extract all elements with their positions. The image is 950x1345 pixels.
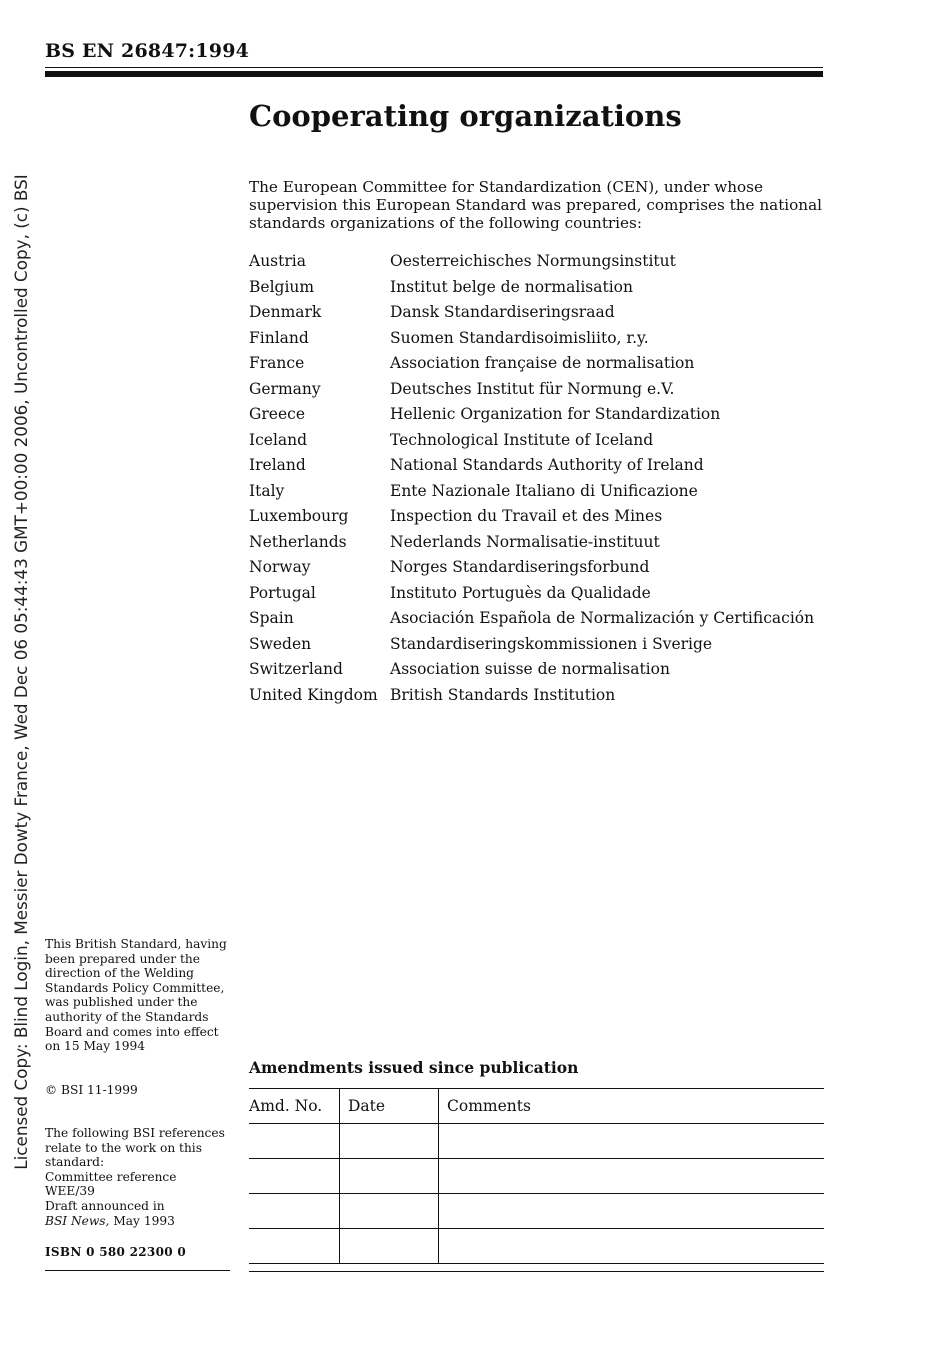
organization-country: Norway xyxy=(249,558,311,576)
committee-reference: Committee reference WEE/39 xyxy=(45,1169,177,1199)
amendment-row xyxy=(249,1194,824,1229)
organization-name: Association française de normalisation xyxy=(390,354,695,372)
organization-country: United Kingdom xyxy=(249,685,378,704)
organization-name: Association suisse de normalisation xyxy=(390,660,670,678)
organization-name: Asociación Española de Normalización y Certificación xyxy=(390,609,815,627)
organization-country: Italy xyxy=(249,481,285,500)
header-rule-thin xyxy=(45,67,823,68)
draft-date: May 1993 xyxy=(113,1213,175,1228)
organization-name: Technological Institute of Iceland xyxy=(390,430,654,449)
organization-row xyxy=(249,584,829,610)
organization-row xyxy=(249,278,829,304)
amendments-heading: Amendments issued since publication xyxy=(249,1058,579,1077)
organization-country: Finland xyxy=(249,328,309,347)
organization-name: Suomen Standardisoimisliito, r.y. xyxy=(390,328,649,347)
organization-name: Deutsches Institut für Normung e.V. xyxy=(390,379,675,398)
copyright-note: © BSI 11-1999 xyxy=(45,1083,138,1097)
organization-row xyxy=(249,252,829,278)
amendment-row xyxy=(249,1159,824,1194)
standard-id: BS EN 26847:1994 xyxy=(45,40,250,62)
organization-row xyxy=(249,456,829,482)
amendment-cell xyxy=(340,1159,439,1194)
intro-paragraph: The European Committee for Standardization (CEN), under whose supervision this European Standard was prepared, comprises the national standards organizations of the following countries: xyxy=(249,178,823,232)
organization-row xyxy=(249,303,829,329)
organization-country: Denmark xyxy=(249,303,322,321)
organization-country: Ireland xyxy=(249,456,306,474)
organization-name: Norges Standardiseringsforbund xyxy=(390,558,650,576)
sidebar-bottom-rule xyxy=(45,1270,230,1271)
amendment-row xyxy=(249,1124,824,1159)
isbn: ISBN 0 580 22300 0 xyxy=(45,1245,186,1259)
references-intro: The following BSI references relate to the work on this standard: xyxy=(45,1126,225,1170)
amendment-cell xyxy=(340,1194,439,1229)
organization-country: Greece xyxy=(249,405,305,423)
organization-name: Nederlands Normalisatie-instituut xyxy=(390,532,660,551)
organization-name: Ente Nazionale Italiano di Unificazione xyxy=(390,481,698,500)
organization-name: British Standards Institution xyxy=(390,685,616,704)
organization-name: Dansk Standardiseringsraad xyxy=(390,303,615,321)
draft-publication: BSI News, xyxy=(45,1213,110,1228)
column-header-date: Date xyxy=(340,1089,439,1124)
organization-country: Germany xyxy=(249,379,321,398)
header-rule-thick xyxy=(45,71,823,77)
organization-name: Hellenic Organization for Standardization xyxy=(390,405,721,423)
page-title: Cooperating organizations xyxy=(249,99,682,133)
amendment-cell xyxy=(249,1194,340,1229)
organization-row xyxy=(249,380,829,406)
column-header-comments: Comments xyxy=(439,1089,825,1124)
draft-prefix: Draft announced in xyxy=(45,1198,165,1213)
organization-name: Institut belge de normalisation xyxy=(390,277,633,296)
amendment-cell xyxy=(439,1229,825,1264)
draft-announcement xyxy=(45,1199,230,1228)
organization-row xyxy=(249,533,829,559)
organization-row xyxy=(249,635,829,661)
organization-row xyxy=(249,482,829,508)
amendment-cell xyxy=(249,1124,340,1159)
organization-name: Standardiseringskommissionen i Sverige xyxy=(390,634,713,653)
column-header-amd-no: Amd. No. xyxy=(249,1089,340,1124)
amendment-cell xyxy=(340,1229,439,1264)
license-stamp: Licensed Copy: Blind Login, Messier Dowty France, Wed Dec 06 05:44:43 GMT+00:00 2006, Uncontrolled Copy, (c) BSI xyxy=(11,174,31,1170)
references-note xyxy=(45,1126,230,1228)
organization-country: Spain xyxy=(249,609,294,627)
amendment-row xyxy=(249,1229,824,1264)
organization-list xyxy=(249,252,829,711)
organization-country: Austria xyxy=(249,252,306,270)
organization-country: Luxembourg xyxy=(249,507,349,525)
organization-country: Sweden xyxy=(249,634,312,653)
organization-row xyxy=(249,609,829,635)
amendments-header-row xyxy=(249,1089,824,1124)
organization-country: Netherlands xyxy=(249,532,347,551)
amendment-cell xyxy=(439,1124,825,1159)
amendment-cell xyxy=(340,1124,439,1159)
publication-note: This British Standard, having been prepared under the direction of the Welding Standards Policy Committee, was published under the authority of the Standards Board and comes into effect on 15 May 1994 xyxy=(45,937,227,1054)
organization-name: Oesterreichisches Normungsinstitut xyxy=(390,252,676,270)
amendment-cell xyxy=(439,1194,825,1229)
organization-country: Iceland xyxy=(249,430,308,449)
organization-row xyxy=(249,686,829,712)
organization-country: Belgium xyxy=(249,277,315,296)
organization-name: Inspection du Travail et des Mines xyxy=(390,507,663,525)
organization-country: Portugal xyxy=(249,583,316,602)
organization-name: Instituto Portuguès da Qualidade xyxy=(390,583,651,602)
organization-row xyxy=(249,431,829,457)
organization-row xyxy=(249,405,829,431)
organization-row xyxy=(249,507,829,533)
organization-row xyxy=(249,558,829,584)
organization-country: France xyxy=(249,354,305,372)
organization-row xyxy=(249,354,829,380)
amendment-cell xyxy=(249,1229,340,1264)
organization-name: National Standards Authority of Ireland xyxy=(390,456,704,474)
amendment-cell xyxy=(249,1159,340,1194)
amendments-table xyxy=(249,1088,824,1264)
organization-row xyxy=(249,329,829,355)
amendments-bottom-rule xyxy=(249,1271,824,1272)
organization-country: Switzerland xyxy=(249,660,343,678)
organization-row xyxy=(249,660,829,686)
amendment-cell xyxy=(439,1159,825,1194)
